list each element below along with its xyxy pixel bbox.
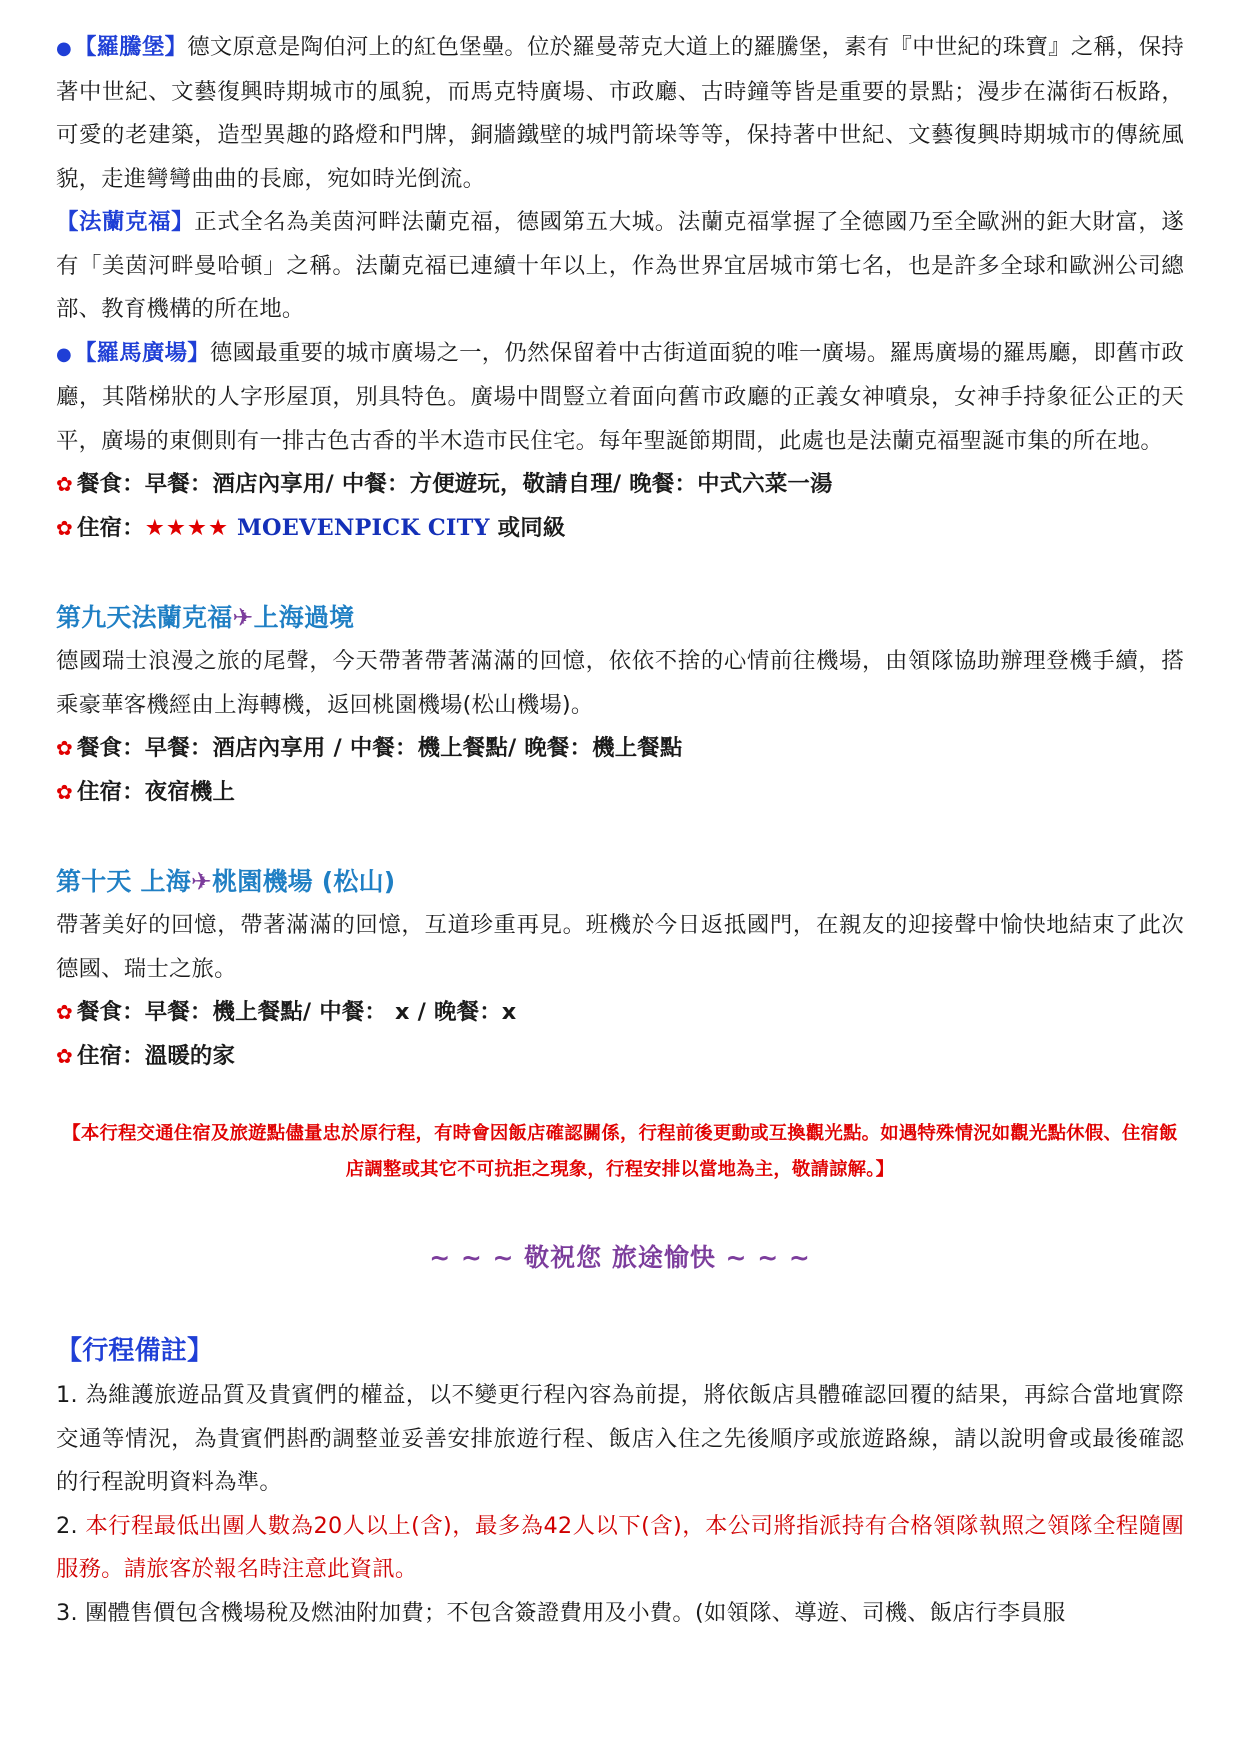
plane-icon: ✈	[232, 603, 254, 632]
day10-meals	[56, 991, 1184, 1035]
day9-stay	[56, 771, 1184, 815]
bullet-icon: ●	[56, 343, 72, 365]
day9-text: 德國瑞士浪漫之旅的尾聲，今天帶著帶著滿滿的回憶，依依不捨的心情前往機場，由領隊協助辦理登機手續，搭乘豪華客機經由上海轉機，返回桃園機場(松山機場)。	[56, 648, 1184, 718]
day10-title-a: 第十天 上海	[56, 867, 191, 896]
flower-icon: ✿	[56, 472, 73, 496]
remarks-item-1: 1. 為維護旅遊品質及貴賓們的權益，以不變更行程內容為前提，將依飯店具體確認回覆的結果，再綜合當地實際交通等情況，為貴賓們斟酌調整並妥善安排旅遊行程、飯店入住之先後順序或旅遊路線，請以說明會或最後確認的行程說明資料為準。	[56, 1382, 1184, 1495]
day9-stay-text: 住宿：夜宿機上	[76, 778, 236, 805]
flower-icon: ✿	[56, 1000, 73, 1024]
frankfurt-paragraph	[56, 201, 1184, 332]
remarks-item-2-number: 2.	[56, 1512, 86, 1539]
day10-meals-text: 餐食：早餐：機上餐點/ 中餐： x / 晚餐：x	[76, 999, 517, 1025]
farewell-wish: ~ ~ ~ 敬祝您 旅途愉快 ~ ~ ~	[429, 1243, 811, 1272]
frankfurt-title: 【法蘭克福】	[56, 209, 195, 235]
itinerary-page	[56, 26, 1184, 1635]
hotel-stars: ★★★★	[144, 514, 230, 541]
rothenburg-paragraph	[56, 26, 1184, 201]
flower-icon: ✿	[56, 779, 73, 804]
rothenburg-title: 【羅騰堡】	[73, 34, 188, 60]
day9-title-a: 第九天法蘭克福	[56, 603, 233, 632]
day8-meals-text: 餐食：早餐：酒店內享用/ 中餐：方便遊玩，敬請自理/ 晚餐：中式六菜一湯	[76, 471, 833, 497]
day10-title	[56, 860, 1184, 904]
day9-title	[56, 596, 1184, 640]
hotel-name: MOEVENPICK CITY	[237, 514, 490, 541]
day10-title-b: 桃園機場 (松山)	[212, 867, 396, 896]
remarks-item-2	[56, 1505, 1184, 1592]
day8-meals	[56, 463, 1184, 507]
day8-stay	[56, 507, 1184, 551]
day10-text: 帶著美好的回憶，帶著滿滿的回憶，互道珍重再見。班機於今日返抵國門，在親友的迎接聲中愉快地結束了此次德國、瑞士之旅。	[56, 912, 1184, 982]
remarks-item-3: 3. 團體售價包含機場稅及燃油附加費；不包含簽證費用及小費。(如領隊、導遊、司機、飯店行李員服	[56, 1599, 1066, 1626]
day10-stay-text: 住宿：溫暖的家	[76, 1042, 236, 1069]
remarks-title: 【行程備註】	[56, 1336, 214, 1366]
flower-icon: ✿	[56, 515, 73, 540]
remarks-item-2-text: 本行程最低出團人數為20人以上(含)，最多為42人以下(含)，本公司將指派持有合格領隊執照之領隊全程隨團服務。請旅客於報名時注意此資訊。	[56, 1512, 1184, 1582]
bullet-icon: ●	[56, 38, 72, 59]
plane-icon: ✈	[190, 867, 213, 896]
flower-icon: ✿	[56, 1043, 73, 1068]
frankfurt-text: 正式全名為美茵河畔法蘭克福，德國第五大城。法蘭克福掌握了全德國乃至全歐洲的鉅大財富，遂有「美茵河畔曼哈頓」之稱。法蘭克福已連續十年以上，作為世界宜居城市第七名，也是許多全球和歐洲公司總部、教育機構的所在地。	[56, 209, 1184, 322]
itinerary-notice: 【本行程交通住宿及旅遊點儘量忠於原行程，有時會因飯店確認關係，行程前後更動或互換觀光點。如遇特殊情況如觀光點休假、住宿飯店調整或其它不可抗拒之現象，行程安排以當地為主，敬請諒解。】	[62, 1123, 1178, 1180]
day9-title-b: 上海過境	[253, 603, 355, 632]
day8-stay-suffix: 或同級	[497, 514, 566, 541]
romerberg-text: 德國最重要的城市廣場之一，仍然保留着中古街道面貌的唯一廣場。羅馬廣場的羅馬廳，即舊市政廳，其階梯狀的人字形屋頂，別具特色。廣場中間豎立着面向舊市政廳的正義女神噴泉，女神手持象征公正的天平，廣場的東側則有一排古色古香的半木造市民住宅。每年聖誕節期間，此處也是法蘭克福聖誕市集的所在地。	[56, 339, 1185, 454]
romerberg-title: 【羅馬廣場】	[73, 339, 210, 366]
day9-meals	[56, 727, 1184, 771]
rothenburg-text: 德文原意是陶伯河上的紅色堡壘。位於羅曼蒂克大道上的羅騰堡，素有『中世紀的珠寶』之稱，保持著中世紀、文藝復興時期城市的風貌，而馬克特廣場、市政廳、古時鐘等皆是重要的景點；漫步在滿街石板路，可愛的老建築，造型異趣的路燈和門牌，銅牆鐵壁的城門箭垛等等，保持著中世紀、文藝復興時期城市的傳統風貌，走進彎彎曲曲的長廊，宛如時光倒流。	[56, 34, 1185, 192]
romerberg-paragraph	[56, 332, 1184, 464]
flower-icon: ✿	[56, 736, 73, 760]
day10-stay	[56, 1035, 1184, 1079]
day8-stay-label: 住宿：	[76, 514, 145, 541]
day9-meals-text: 餐食：早餐：酒店內享用 / 中餐：機上餐點/ 晚餐：機上餐點	[76, 735, 683, 761]
